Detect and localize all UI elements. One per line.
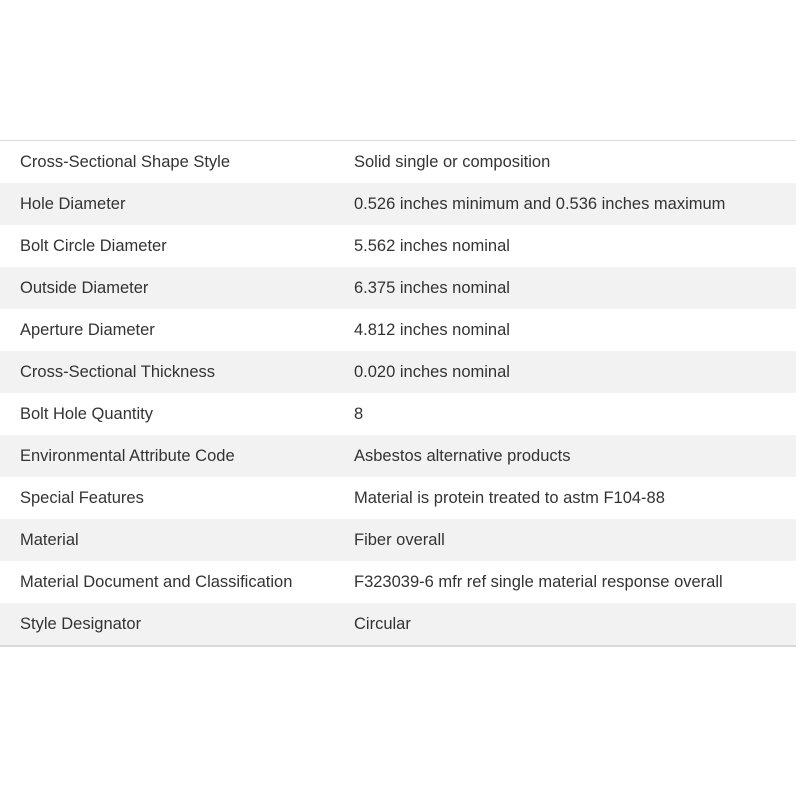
spec-label: Hole Diameter bbox=[0, 183, 335, 225]
table-row bbox=[0, 267, 796, 309]
spec-label: Cross-Sectional Thickness bbox=[0, 351, 335, 393]
table-row bbox=[0, 477, 796, 519]
table-row bbox=[0, 603, 796, 646]
spec-value: Asbestos alternative products bbox=[335, 435, 796, 477]
spec-label: Environmental Attribute Code bbox=[0, 435, 335, 477]
spec-value: Material is protein treated to astm F104-88 bbox=[354, 489, 665, 507]
spec-value: 4.812 inches nominal bbox=[354, 321, 510, 339]
spec-value: F323039-6 mfr ref single material response overall bbox=[354, 573, 723, 591]
specifications-table bbox=[0, 140, 796, 647]
spec-label: Style Designator bbox=[0, 603, 335, 646]
spec-value: Fiber overall bbox=[335, 519, 796, 561]
table-row bbox=[0, 225, 796, 267]
spec-label: Material Document and Classification bbox=[20, 573, 293, 591]
spec-value: 0.020 inches nominal bbox=[335, 351, 796, 393]
table-row bbox=[0, 435, 796, 477]
spec-value: 5.562 inches nominal bbox=[354, 237, 510, 255]
spec-value: 8 bbox=[354, 405, 364, 423]
table-row bbox=[0, 393, 796, 435]
spec-label: Outside Diameter bbox=[0, 267, 335, 309]
spec-value: 6.375 inches nominal bbox=[335, 267, 796, 309]
spec-label: Aperture Diameter bbox=[20, 321, 155, 339]
spec-value: Solid single or composition bbox=[354, 153, 551, 171]
spec-value: Circular bbox=[335, 603, 796, 646]
table-row bbox=[0, 183, 796, 225]
table-row bbox=[0, 141, 796, 184]
table-row bbox=[0, 519, 796, 561]
spec-value: 0.526 inches minimum and 0.536 inches maximum bbox=[335, 183, 796, 225]
spec-label: Special Features bbox=[20, 489, 144, 507]
spec-label: Bolt Circle Diameter bbox=[20, 237, 167, 255]
spec-label: Material bbox=[0, 519, 335, 561]
spec-label: Cross-Sectional Shape Style bbox=[20, 153, 231, 171]
table-row bbox=[0, 561, 796, 603]
table-row bbox=[0, 309, 796, 351]
spec-label: Bolt Hole Quantity bbox=[20, 405, 153, 423]
table-row bbox=[0, 351, 796, 393]
